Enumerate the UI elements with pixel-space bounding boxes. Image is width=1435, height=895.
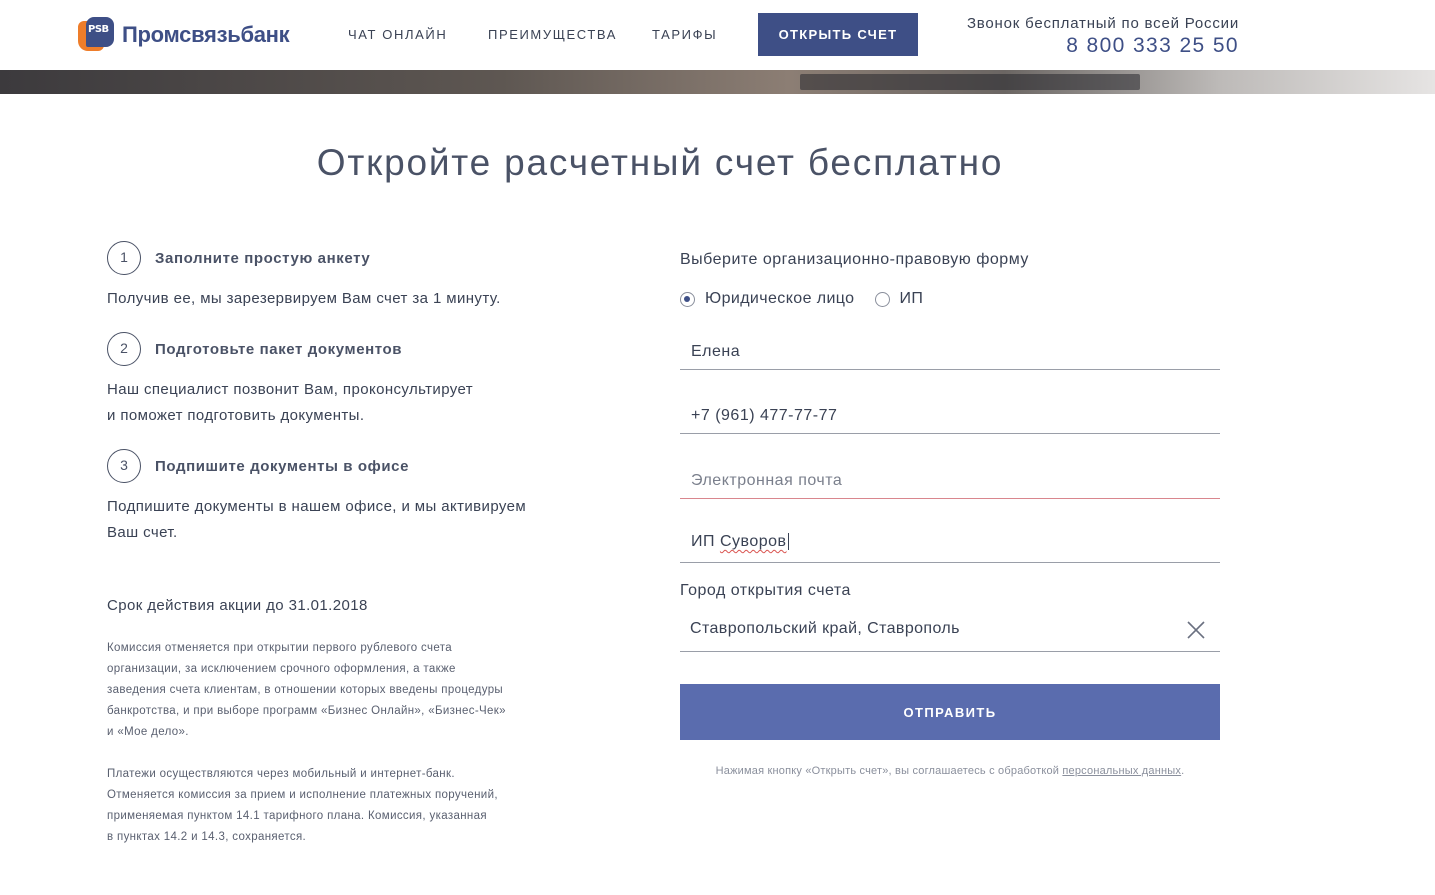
page-title: Откройте расчетный счет бесплатно bbox=[316, 142, 1004, 183]
logo[interactable] bbox=[78, 16, 289, 54]
step-description: Подпишите документы в нашем офисе, и мы активируем Ваш счет. bbox=[107, 498, 527, 541]
step-title: Заполните простую анкету bbox=[155, 250, 371, 267]
step-title: Подпишите документы в офисе bbox=[155, 458, 410, 475]
commission-note: Комиссия отменяется при открытии первого рублевого счета организации, за исключением срочного оформления, а также заведения счета клиентам, в отношении которых введены процедуры банкротства, и при выборе программ «Бизнес Онлайн», «Бизнес-Чек» и «Мое дело». bbox=[107, 642, 506, 738]
promo-deadline: Срок действия акции до 31.01.2018 bbox=[107, 597, 368, 614]
name-input[interactable] bbox=[680, 334, 1220, 370]
consent-text: Нажимая кнопку «Открыть счет», вы соглашаетесь с обработкой персональных данных. bbox=[715, 765, 1185, 777]
step-description: Получив ее, мы зарезервируем Вам счет за 1 минуту. bbox=[107, 290, 501, 307]
city-value: Ставропольский край, Ставрополь bbox=[690, 620, 960, 637]
step-number: 2 bbox=[107, 332, 141, 366]
step-description: Наш специалист позвонит Вам, проконсультирует и поможет подготовить документы. bbox=[107, 381, 474, 424]
psb-logo-icon: PSB bbox=[78, 17, 114, 53]
hotline-label: Звонок бесплатный по всей России bbox=[966, 15, 1239, 32]
nav-advantages[interactable]: ПРЕИМУЩЕСТВА bbox=[488, 27, 617, 42]
radio-ip-label[interactable]: ИП bbox=[899, 290, 924, 307]
open-account-button[interactable]: ОТКРЫТЬ СЧЕТ bbox=[758, 13, 918, 56]
site-header bbox=[0, 0, 1435, 70]
radio-legal-entity[interactable] bbox=[680, 292, 695, 307]
submit-button[interactable]: ОТПРАВИТЬ bbox=[680, 684, 1220, 740]
company-name-input[interactable]: ИП Суворов bbox=[680, 527, 1220, 563]
org-form-radio-group bbox=[680, 290, 943, 308]
radio-ip[interactable] bbox=[875, 292, 890, 307]
personal-data-link[interactable]: персональных данных bbox=[1062, 765, 1182, 777]
org-form-label: Выберите организационно-правовую форму bbox=[680, 251, 1029, 268]
hero-image-strip bbox=[0, 70, 1435, 94]
email-input[interactable] bbox=[680, 463, 1220, 499]
step-number: 1 bbox=[107, 241, 141, 275]
nav-chat-online[interactable]: ЧАТ ОНЛАЙН bbox=[348, 27, 448, 42]
city-select[interactable] bbox=[680, 610, 1220, 652]
payments-note: Платежи осуществляются через мобильный и интернет-банк. Отменяется комиссия за прием и исполнение платежных поручений, применяемая пунктом 14.1 тарифного плана. Комиссия, указанная в пунктах 14.2 и 14.3, сохраняется. bbox=[107, 768, 498, 843]
hotline bbox=[967, 15, 1239, 58]
radio-legal-entity-label[interactable]: Юридическое лицо bbox=[705, 290, 855, 307]
close-icon[interactable] bbox=[1186, 620, 1206, 640]
brand-name: Промсвязьбанк bbox=[122, 22, 290, 47]
city-label: Город открытия счета bbox=[680, 582, 851, 599]
hotline-phone[interactable]: 8 800 333 25 50 bbox=[1066, 34, 1239, 57]
nav-tariffs[interactable]: ТАРИФЫ bbox=[652, 27, 718, 42]
phone-input[interactable] bbox=[680, 398, 1220, 434]
step-title: Подготовьте пакет документов bbox=[155, 341, 403, 358]
step-number: 3 bbox=[107, 449, 141, 483]
